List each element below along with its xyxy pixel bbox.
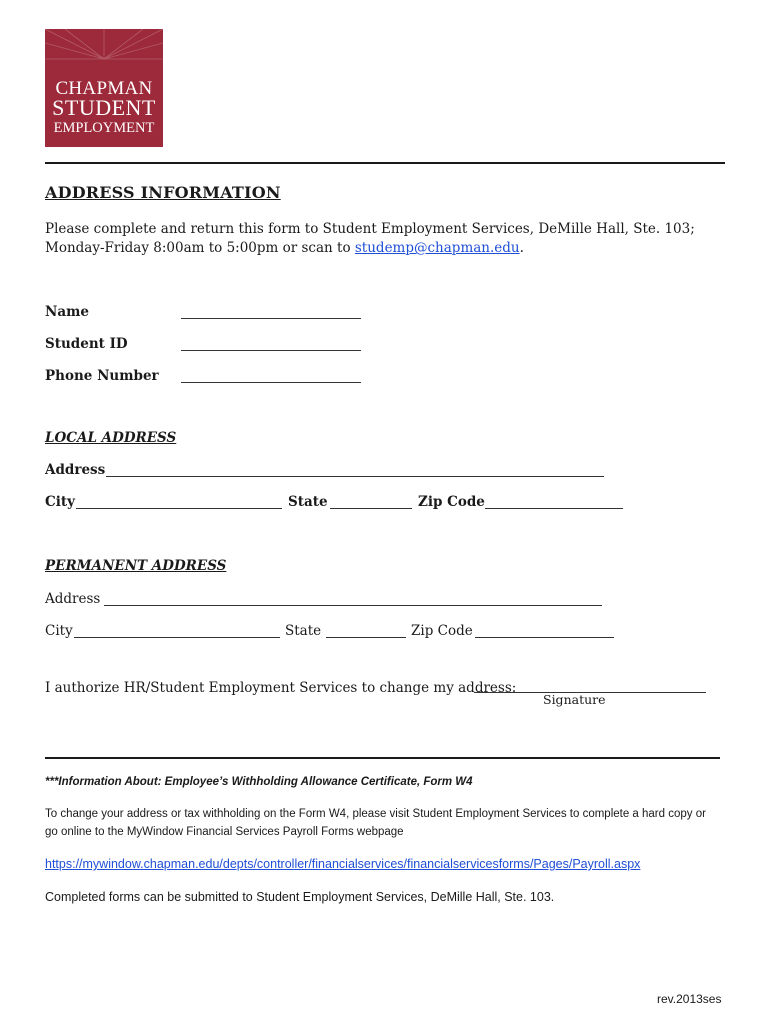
permanent-state-label: State — [285, 623, 322, 639]
intro-line-1: Please complete and return this form to Student Employment Services, DeMille Hall, Ste. 103; — [45, 221, 695, 237]
permanent-zip-field[interactable] — [475, 637, 614, 638]
w4-info-paragraph-line-2: go online to the MyWindow Financial Services Payroll Forms webpage — [45, 826, 404, 838]
chapman-student-employment-logo — [45, 29, 163, 147]
local-state-field[interactable] — [330, 508, 412, 509]
local-address-label: Address — [45, 462, 106, 478]
phone-number-field[interactable] — [181, 382, 361, 383]
intro-line-2 — [45, 240, 524, 256]
intro-line-2-suffix: . — [519, 240, 524, 256]
intro-line-2-prefix: Monday-Friday 8:00am to 5:00pm or scan to — [45, 240, 355, 256]
permanent-address-field[interactable] — [104, 605, 602, 606]
logo-line-student: STUDENT — [52, 95, 156, 120]
logo-line-employment: EMPLOYMENT — [53, 120, 155, 136]
permanent-state-field[interactable] — [326, 637, 406, 638]
signature-caption: Signature — [543, 692, 606, 707]
local-zip-field[interactable] — [485, 508, 623, 509]
logo-line-chapman: CHAPMAN — [55, 78, 153, 99]
form-title: ADDRESS INFORMATION — [45, 183, 281, 202]
student-id-label: Student ID — [45, 336, 128, 352]
permanent-city-label: City — [45, 623, 73, 639]
revision-code: rev.2013ses — [657, 992, 722, 1006]
student-id-field[interactable] — [181, 350, 361, 351]
name-field[interactable] — [181, 318, 361, 319]
local-zip-label: Zip Code — [418, 494, 485, 510]
phone-number-label: Phone Number — [45, 368, 159, 384]
permanent-address-heading: PERMANENT ADDRESS — [45, 558, 227, 574]
submission-note: Completed forms can be submitted to Student Employment Services, DeMille Hall, Ste. 103. — [45, 890, 555, 904]
local-address-heading: LOCAL ADDRESS — [45, 430, 177, 446]
local-state-label: State — [288, 494, 328, 510]
email-link[interactable]: studemp@chapman.edu — [354, 240, 520, 256]
local-address-field[interactable] — [106, 476, 604, 477]
permanent-city-field[interactable] — [74, 637, 280, 638]
permanent-zip-label: Zip Code — [411, 623, 473, 639]
permanent-address-label: Address — [45, 591, 101, 607]
local-city-label: City — [45, 494, 75, 510]
local-city-field[interactable] — [76, 508, 282, 509]
w4-info-paragraph-line-1: To change your address or tax withholding on the Form W4, please visit Student Employment Services to complete a hard copy or — [45, 808, 706, 820]
w4-info-heading: ***Information About: Employee’s Withholding Allowance Certificate, Form W4 — [45, 776, 473, 788]
payroll-forms-link[interactable]: https://mywindow.chapman.edu/depts/controller/financialservices/financialservicesforms/Pages/Payroll.aspx — [45, 857, 641, 871]
name-label: Name — [45, 304, 89, 320]
authorize-statement: I authorize HR/Student Employment Services to change my address: — [45, 680, 517, 696]
top-divider — [45, 162, 725, 164]
section-divider — [45, 757, 720, 759]
